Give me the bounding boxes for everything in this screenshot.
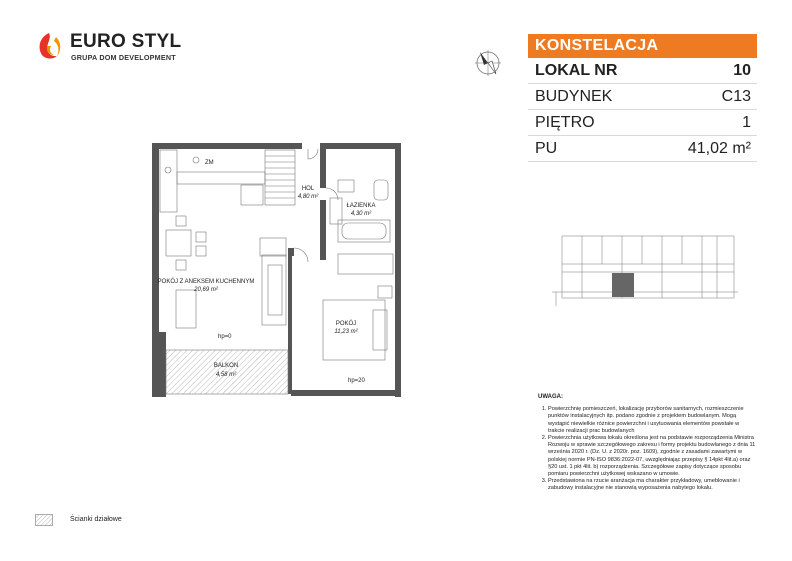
info-row-unit xyxy=(528,58,757,84)
room-area: 4,30 m² xyxy=(350,211,372,217)
unit-info-table xyxy=(528,34,757,162)
notes xyxy=(538,394,756,493)
info-label: LOKAL NR xyxy=(535,61,618,79)
room-area: 4,58 m² xyxy=(215,372,237,378)
info-label: PU xyxy=(535,139,558,157)
info-value: 1 xyxy=(742,113,751,131)
notes-title: UWAGA: xyxy=(538,394,563,400)
hatched-wall-icon xyxy=(35,514,53,526)
brand-name: EURO STYL xyxy=(70,31,182,52)
room-name: ŁAZIENKA xyxy=(346,203,376,209)
dining-set xyxy=(166,216,206,270)
info-row-floor xyxy=(528,110,757,136)
room-name: BALKON xyxy=(213,363,239,369)
bedroom-furniture xyxy=(323,286,392,360)
brand-subtitle: GRUPA DOM DEVELOPMENT xyxy=(71,53,176,62)
notes-list xyxy=(538,406,756,492)
doors xyxy=(294,149,338,262)
info-value: 41,02 m² xyxy=(687,139,751,157)
logo xyxy=(34,29,184,65)
room-name: HOL xyxy=(301,186,315,192)
room-area: 11,23 m² xyxy=(334,329,358,335)
note-item: 1. Powierzchnię pomieszczeń, lokalizację przyborów sanitarnych, rozmieszczenie punktów instalacyjnych itp. podano zgodnie z projektem budowlanym. Mogą wystąpić niewielkie różnice powierzchni i usytuowania elementów powstałe w trakcie realizacji prac budowlanych xyxy=(548,406,756,435)
threshold-mark: hp=20 xyxy=(348,378,365,384)
project-name: KONSTELACJA xyxy=(528,34,757,58)
info-value: 10 xyxy=(733,61,751,79)
room-area: 4,80 m² xyxy=(297,194,319,200)
floor-plan xyxy=(148,140,410,402)
room-name: POKÓJ Z ANEKSEM KUCHENNYM xyxy=(157,279,255,285)
building-key-plan xyxy=(552,232,738,310)
note-item: 2. Powierzchnia użytkowa lokalu określona jest na podstawie rozporządzenia Ministra Rozwoju w sprawie szczegółowego zakresu i formy projektu budowlanego z dnia 11 września 2020 r. (Dz. U. z 2020r. poz. 1609), zgodnie z zasadami zawartymi w polskiej normie PN-ISO 9836:2022-07, uwzględniając przepisy § 14pkt 4lit.a) oraz §20 ust. 1 pkt 4lit. b) rozporządzenia. Szczegółowe zapisy dotyczące sposobu pomiaru powierzchni użytkowej wskazano w umowie. xyxy=(548,435,756,478)
compass-icon xyxy=(471,46,505,80)
room-name: POKÓJ xyxy=(335,321,357,327)
note-item: 3. Przedstawiona na rzucie aranżacja ma charakter przykładowy, umeblowanie i zabudowy instalacyjne nie stanowią wyposażenia nabytego lokalu. xyxy=(548,478,756,492)
threshold-mark: hp=0 xyxy=(218,334,232,340)
info-row-building xyxy=(528,84,757,110)
zm-mark: ZM xyxy=(205,160,214,166)
legend-label: Ścianki działowe xyxy=(70,516,122,523)
info-value: C13 xyxy=(721,87,751,105)
flame-logo-icon xyxy=(34,31,64,61)
info-label: BUDYNEK xyxy=(535,87,613,105)
info-label: PIĘTRO xyxy=(535,113,595,131)
stairs xyxy=(265,150,295,205)
info-row-area xyxy=(528,136,757,162)
room-area: 20,69 m² xyxy=(194,287,218,293)
